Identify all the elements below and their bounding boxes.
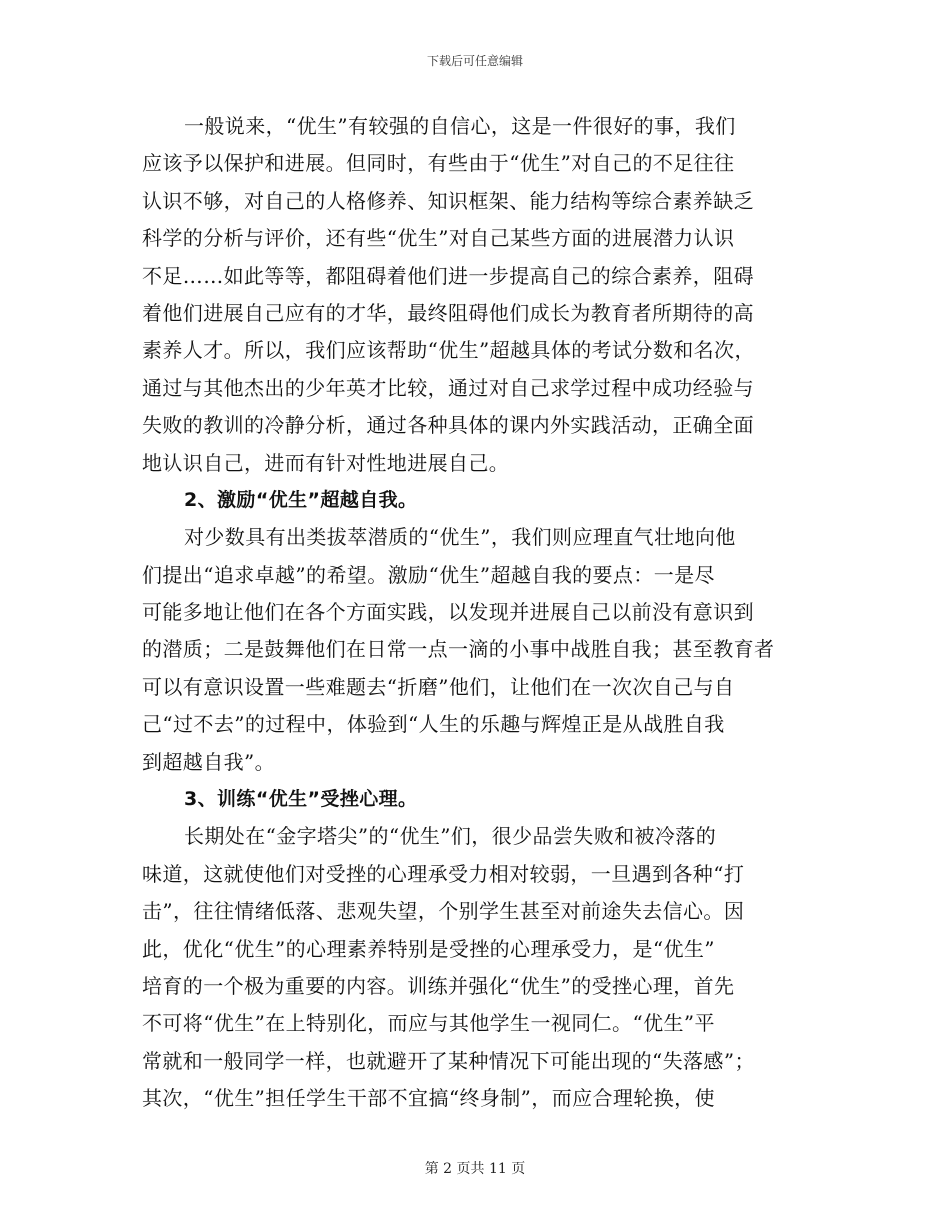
paragraph-line: 击”，往往情绪低落、悲观失望，个别学生甚至对前途失去信心。因 bbox=[142, 899, 745, 924]
paragraph-line: 的潜质；二是鼓舞他们在日常一点一滴的小事中战胜自我；甚至教育者 bbox=[142, 637, 775, 662]
paragraph-line: 长期处在“金字塔尖”的“优生”们，很少品尝失败和被冷落的 bbox=[184, 824, 717, 849]
paragraph-line: 味道，这就使他们对受挫的心理承受力相对较弱，一旦遇到各种“打 bbox=[142, 861, 745, 886]
paragraph-line: 着他们进展自己应有的才华，最终阻碍他们成长为教育者所期待的高 bbox=[142, 300, 754, 325]
paragraph-line: 一般说来，“优生”有较强的自信心，这是一件很好的事，我们 bbox=[184, 114, 736, 138]
paragraph-line: 可能多地让他们在各个方面实践，以发现并进展自己以前没有意识到 bbox=[142, 600, 754, 625]
paragraph-line: 常就和一般同学一样，也就避开了某种情况下可能出现的“失落感”； bbox=[142, 1048, 755, 1073]
paragraph-line: 应该予以保护和进展。但同时，有些由于“优生”对自己的不足往往 bbox=[142, 151, 735, 176]
paragraph-line: 己“过不去”的过程中，体验到“人生的乐趣与辉煌正是从战胜自我 bbox=[142, 712, 725, 737]
paragraph-line: 不足……如此等等，都阻碍着他们进一步提高自己的综合素养，阻碍 bbox=[142, 263, 754, 288]
document-body bbox=[142, 108, 804, 1118]
paragraph-line: 可以有意识设置一些难题去“折磨”他们，让他们在一次次自己与自 bbox=[142, 674, 735, 699]
paragraph-line: 认识不够，对自己的人格修养、知识框架、能力结构等综合素养缺乏 bbox=[142, 188, 754, 213]
paragraph-line: 到超越自我”。 bbox=[142, 749, 276, 774]
section-heading: 2、激励“优生”超越自我。 bbox=[184, 488, 418, 511]
paragraph-line: 其次，“优生”担任学生干部不宜搞“终身制”，而应合理轮换，使 bbox=[142, 1086, 715, 1111]
paragraph-line: 失败的教训的冷静分析，通过各种具体的课内外实践活动，正确全面 bbox=[142, 413, 754, 438]
paragraph-line: 通过与其他杰出的少年英才比较，通过对自己求学过程中成功经验与 bbox=[142, 375, 754, 400]
paragraph-line: 素养人才。所以，我们应该帮助“优生”超越具体的考试分数和名次， bbox=[142, 338, 755, 363]
paragraph-line: 科学的分析与评价，还有些“优生”对自己某些方面的进展潜力认识 bbox=[142, 226, 735, 251]
page-number-footer: 第 2 页共 11 页 bbox=[424, 1161, 526, 1177]
page-header: 下载后可任意编辑 bbox=[426, 54, 523, 68]
paragraph-line: 培育的一个极为重要的内容。训练并强化“优生”的受挫心理，首先 bbox=[142, 973, 735, 998]
paragraph-line: 此，优化“优生”的心理素养特别是受挫的心理承受力，是“优生” bbox=[142, 936, 715, 961]
section-heading: 3、训练“优生”受挫心理。 bbox=[184, 788, 418, 811]
paragraph-line: 对少数具有出类拔萃潜质的“优生”，我们则应理直气壮地向他 bbox=[184, 525, 736, 550]
paragraph-line: 们提出“追求卓越”的希望。激励“优生”超越自我的要点：一是尽 bbox=[142, 562, 715, 587]
paragraph-line: 地认识自己，进而有针对性地进展自己。 bbox=[142, 450, 510, 475]
paragraph-line: 不可将“优生”在上特别化，而应与其他学生一视同仁。“优生”平 bbox=[142, 1011, 715, 1036]
